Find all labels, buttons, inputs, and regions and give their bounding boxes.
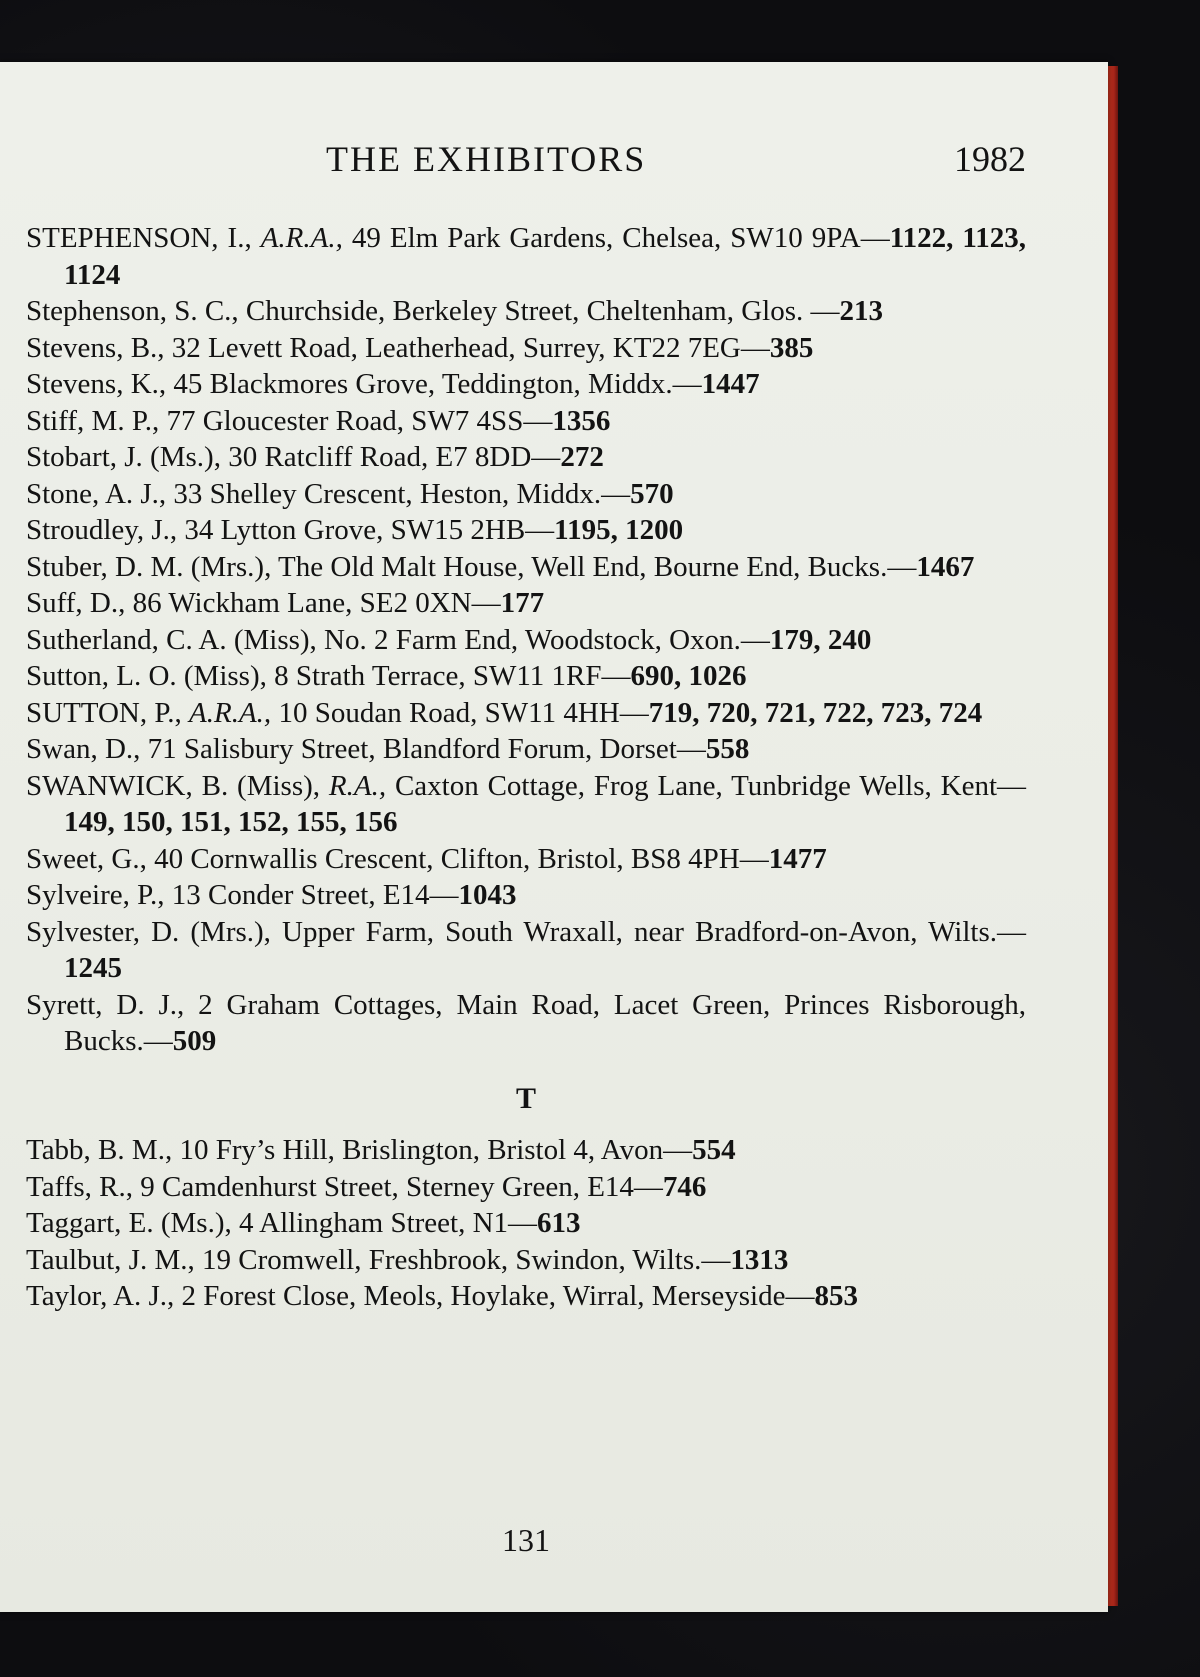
page-number: 131 [502, 1522, 550, 1558]
section-letter: T [515, 1081, 536, 1115]
exhibitor-entry [26, 658, 1026, 695]
book-page [0, 62, 1108, 1612]
exhibitor-entry [26, 731, 1026, 768]
entry-name-address: Sutton, L. O. (Miss), 8 Strath Terrace, SW11 1RF— [26, 660, 631, 692]
entry-name-address: Sylvester, D. (Mrs.), Upper Farm, South Wraxall, near Bradford-on-Avon, Wilts.— [26, 915, 1026, 948]
entry-catalogue-numbers: 1043 [458, 879, 517, 911]
entry-name-address: Taggart, E. (Ms.), 4 Allingham Street, N1— [26, 1207, 538, 1239]
exhibitor-entry [26, 914, 1026, 987]
exhibitor-entry [26, 622, 1026, 659]
entry-name-address: Stroudley, J., 34 Lytton Grove, SW15 2HB— [26, 514, 555, 546]
header-year: 1982 [954, 139, 1026, 179]
entry-name-address: Taylor, A. J., 2 Forest Close, Meols, Hoylake, Wirral, Merseyside— [26, 1280, 815, 1312]
exhibitor-entry [26, 293, 1026, 330]
entry-name-address: Swan, D., 71 Salisbury Street, Blandford Forum, Dorset— [26, 733, 706, 765]
exhibitor-entry [26, 1278, 1026, 1315]
exhibitor-entries-t [26, 1132, 1026, 1315]
exhibitor-entry [26, 1242, 1026, 1279]
entry-address: 10 Soudan Road, SW11 4HH— [271, 696, 649, 729]
entry-catalogue-numbers: 509 [172, 1025, 217, 1057]
entry-catalogue-numbers: 1313 [730, 1243, 789, 1276]
entry-catalogue-numbers: 1477 [768, 842, 827, 875]
exhibitor-entry [26, 439, 1026, 476]
entry-name-address: Sweet, G., 40 Cornwallis Crescent, Clifton, Bristol, BS8 4PH— [26, 842, 769, 875]
exhibitor-entry [26, 877, 1026, 914]
exhibitor-entry [26, 987, 1026, 1060]
entry-catalogue-numbers: 554 [692, 1134, 736, 1166]
entry-catalogue-numbers: 853 [814, 1280, 858, 1312]
entry-catalogue-numbers: 213 [839, 295, 884, 327]
entry-honour: A.R.A., [189, 696, 272, 729]
entry-catalogue-numbers: 149, 150, 151, 152, 155, 156 [64, 806, 398, 838]
exhibitor-entry [26, 476, 1026, 513]
exhibitor-entry [26, 585, 1026, 622]
exhibitor-entry [26, 1169, 1026, 1206]
exhibitor-entries-s [26, 220, 1026, 1060]
entry-catalogue-numbers: 1245 [64, 952, 122, 984]
book-red-edge [1108, 66, 1118, 1606]
entry-name-address: Tabb, B. M., 10 Fry’s Hill, Brislington, Bristol 4, Avon— [26, 1134, 693, 1166]
entry-catalogue-numbers: 177 [500, 587, 545, 619]
exhibitor-entry [26, 768, 1026, 841]
entry-honour: R.A., [328, 769, 387, 802]
entry-name-address: Stevens, B., 32 Levett Road, Leatherhead, Surrey, KT22 7EG— [26, 331, 770, 364]
entry-name-address: Stevens, K., 45 Blackmores Grove, Teddington, Middx.— [26, 368, 702, 400]
entry-name-address: SUTTON, P., [26, 696, 190, 729]
entry-catalogue-numbers: 1467 [916, 550, 975, 583]
entry-catalogue-numbers: 1122, 1123, 1124 [64, 222, 1027, 291]
exhibitor-entry [26, 1205, 1026, 1242]
entry-address: Caxton Cottage, Frog Lane, Tunbridge Wells, Kent— [386, 769, 1026, 802]
entry-name-address: Stobart, J. (Ms.), 30 Ratcliff Road, E7 8DD— [26, 441, 561, 473]
entry-catalogue-numbers: 1195, 1200 [554, 514, 684, 546]
entry-catalogue-numbers: 570 [630, 477, 674, 510]
exhibitor-entry [26, 549, 1026, 586]
entry-catalogue-numbers: 613 [537, 1207, 581, 1239]
exhibitor-entry [26, 695, 1026, 732]
entry-name-address: Taulbut, J. M., 19 Cromwell, Freshbrook, Swindon, Wilts.— [26, 1243, 731, 1276]
exhibitor-entry [26, 841, 1026, 878]
entry-name-address: Syrett, D. J., 2 Graham Cottages, Main Road, Lacet Green, Princes Risborough, Bucks.— [26, 988, 1026, 1057]
entry-catalogue-numbers: 558 [705, 733, 750, 765]
entry-catalogue-numbers: 1356 [552, 404, 611, 437]
entry-name-address: Stiff, M. P., 77 Gloucester Road, SW7 4SS— [26, 404, 553, 437]
entry-catalogue-numbers: 272 [560, 441, 604, 473]
exhibitor-list [26, 220, 1026, 1315]
entry-name-address: Sutherland, C. A. (Miss), No. 2 Farm End, Woodstock, Oxon.— [26, 623, 770, 656]
entry-name-address: Stuber, D. M. (Mrs.), The Old Malt House, Well End, Bourne End, Bucks.— [26, 550, 917, 583]
entry-catalogue-numbers: 385 [769, 331, 814, 364]
exhibitor-entry [26, 330, 1026, 367]
entry-catalogue-numbers: 719, 720, 721, 722, 723, 724 [648, 696, 983, 729]
entry-name-address: Suff, D., 86 Wickham Lane, SE2 0XN— [26, 587, 501, 619]
entry-name-address: Taffs, R., 9 Camdenhurst Street, Sterney Green, E14— [26, 1170, 663, 1203]
exhibitor-entry [26, 366, 1026, 403]
exhibitor-entry [26, 403, 1026, 440]
entry-name-address: Stephenson, S. C., Churchside, Berkeley Street, Cheltenham, Glos. — [26, 295, 840, 327]
entry-catalogue-numbers: 746 [662, 1170, 707, 1203]
entry-name-address: Sylveire, P., 13 Conder Street, E14— [26, 879, 459, 911]
entry-name-address: SWANWICK, B. (Miss), [26, 769, 329, 802]
entry-catalogue-numbers: 1447 [701, 368, 760, 400]
entry-honour: A.R.A., [260, 222, 343, 254]
entry-name-address: STEPHENSON, I., [26, 222, 261, 254]
exhibitor-entry [26, 512, 1026, 549]
exhibitor-entry [26, 220, 1026, 293]
entry-catalogue-numbers: 179, 240 [769, 623, 872, 656]
entry-address: 49 Elm Park Gardens, Chelsea, SW10 9PA— [342, 222, 890, 254]
entry-catalogue-numbers: 690, 1026 [630, 660, 747, 692]
header-title: THE EXHIBITORS [326, 139, 647, 179]
running-header [26, 138, 1026, 188]
entry-name-address: Stone, A. J., 33 Shelley Crescent, Heston, Middx.— [26, 477, 631, 510]
exhibitor-entry [26, 1132, 1026, 1169]
